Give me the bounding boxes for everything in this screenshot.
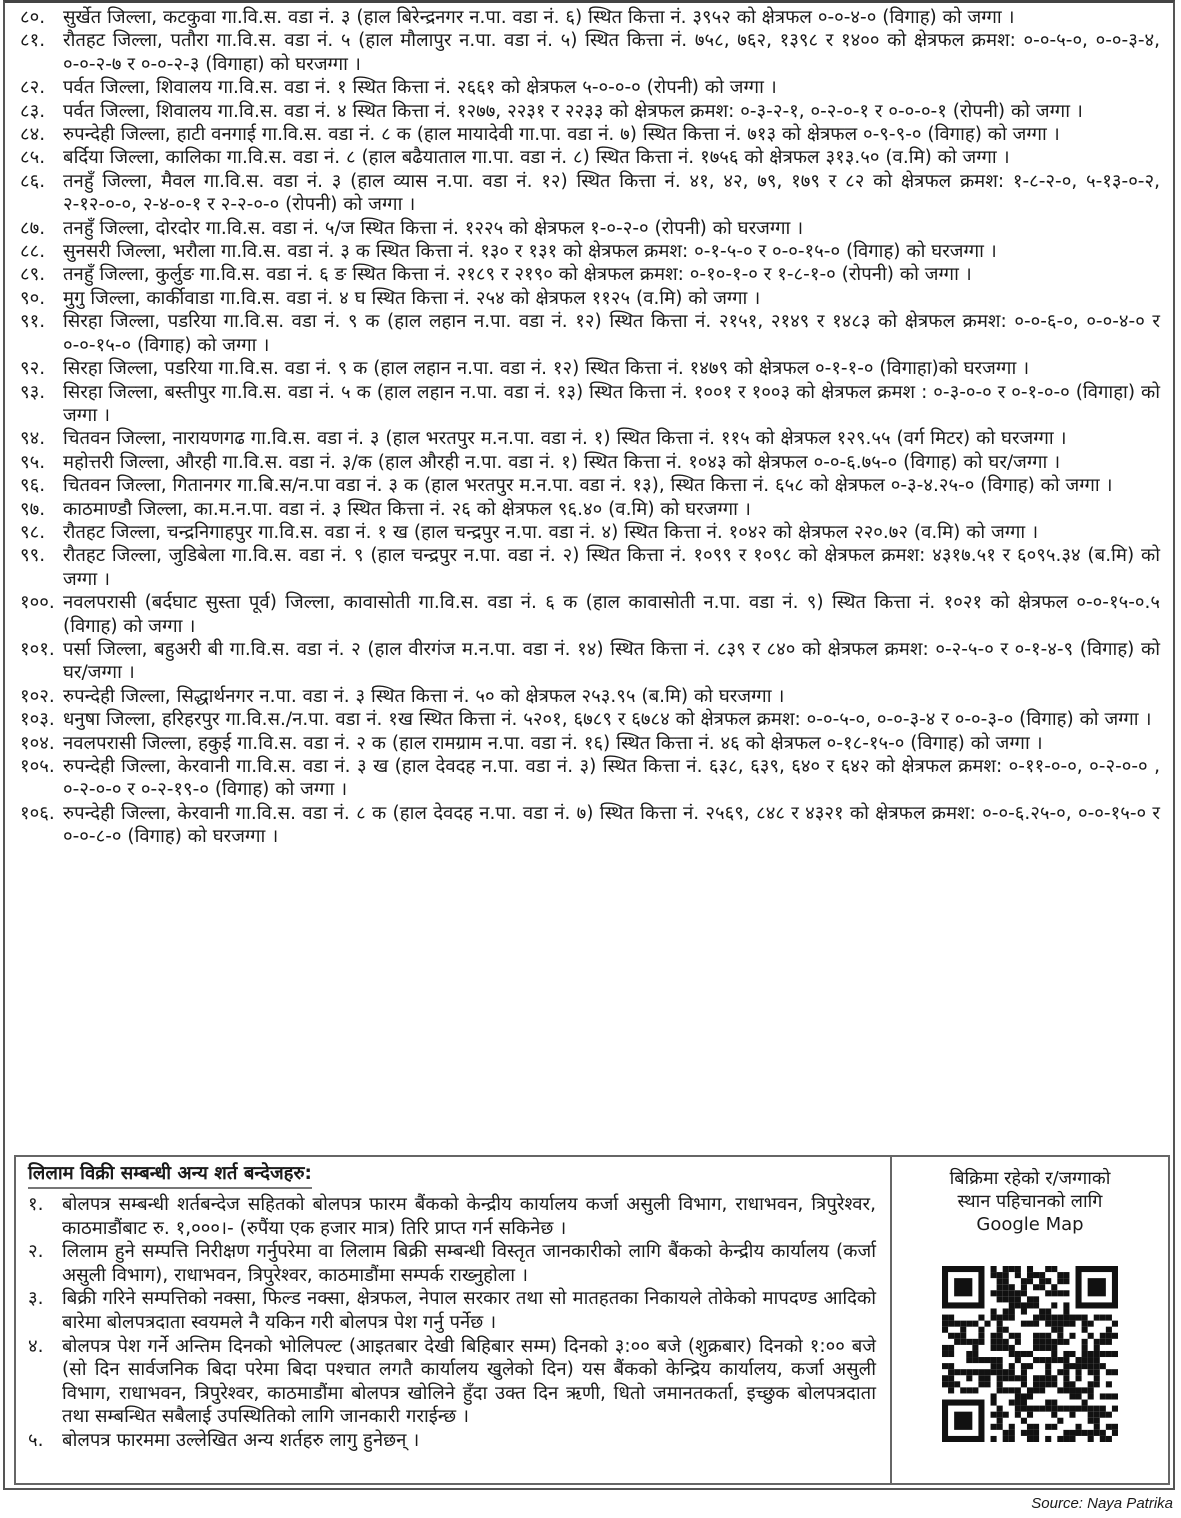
item-number: ९९.: [20, 545, 46, 567]
property-list-item: [20, 29, 1160, 76]
property-list-item: [20, 427, 1160, 450]
item-text: बोलपत्र पेश गर्ने अन्तिम दिनको भोलिपल्ट (आइतबार देखी बिहिबार सम्म) दिनको ३:०० बजे (शुक्रबार) दिनको १:०० बजे (सो दिन सार्वजनिक बिदा परेमा बिदा पश्चात लगतै कार्यालय खुलेको दिन) यस बैंकको केन्द्रिय कार्यालय, कर्जा असुली विभाग, राधाभवन, त्रिपुरेश्वर, काठमाडौंमा बोलपत्र खोलिने हुँदा उक्त दिन ऋणी, धितो जमानतकर्ता, इच्छुक बोलपत्रदाता तथा सम्बन्धित सबैलाई उपस्थितिको लागि जानकारी गराईन्छ ।: [62, 1335, 876, 1428]
item-number: ९८.: [20, 521, 46, 543]
item-text: पर्वत जिल्ला, शिवालय गा.वि.स. वडा नं. ४ स्थित कित्ता नं. १२७७, २२३१ र २२३३ को क्षेत्रफल क्रमश: ०-३-२-१, ०-२-०-१ र ०-०-०-१ (रोपनी) को जग्गा ।: [63, 100, 1083, 122]
property-list-item: [20, 240, 1160, 263]
item-text: सुनसरी जिल्ला, भरौला गा.वि.स. वडा नं. ३ क स्थित कित्ता नं. १३० र १३१ को क्षेत्रफल क्रमश: ०-१-५-० र ०-०-१५-० (विगाह) को घरजग्गा ।: [63, 241, 997, 263]
item-number: ९२.: [20, 358, 46, 380]
property-list-item: [20, 217, 1160, 240]
map-caption-line1: बिक्रिमा रहेको र/जग्गाको: [949, 1168, 1111, 1189]
item-text: रुपन्देही जिल्ला, सिद्धार्थनगर न.पा. वडा नं. ३ स्थित कित्ता नं. ५० को क्षेत्रफल २५३.९५ (ब.मि) को घरजग्गा ।: [63, 685, 785, 707]
item-text: मुगु जिल्ला, कार्कीवाडा गा.वि.स. वडा नं. ४ घ स्थित कित्ता नं. २५४ को क्षेत्रफल ११२५ (व.मि) को जग्गा ।: [63, 287, 761, 309]
property-list-item: [20, 802, 1160, 849]
item-number: ८३.: [20, 100, 46, 122]
property-list-item: [20, 498, 1160, 521]
item-text: रौतहट जिल्ला, जुडिबेला गा.वि.स. वडा नं. ९ (हाल चन्द्रपुर न.पा. वडा नं. २) स्थित कित्ता नं. १०९९ र १०९८ को क्षेत्रफल क्रमश: ४३१७.५१ र ६०९५.३४ (ब.मि) को जग्गा ।: [63, 545, 1160, 590]
property-list-item: [20, 287, 1160, 310]
property-list-item: [20, 100, 1160, 123]
item-text: रौतहट जिल्ला, पतौरा गा.वि.स. वडा नं. ५ (हाल मौलापुर न.पा. वडा नं. ५) स्थित कित्ता नं. ७५८, ७६२, १३९८ र १४०० को क्षेत्रफल क्रमश: ०-०-५-०, ०-०-३-४, ०-०-२-७ र ०-०-२-३ (विगाहा) को घरजग्गा ।: [63, 30, 1160, 75]
property-list-item: [20, 76, 1160, 99]
item-number: ९०.: [20, 287, 46, 309]
property-list-item: [20, 263, 1160, 286]
item-text: काठमाण्डौ जिल्ला, का.म.न.पा. वडा नं. ३ स्थित कित्ता नं. २६ को क्षेत्रफल ९६.४० (व.मि) को घरजग्गा ।: [63, 498, 751, 520]
item-number: १०३.: [20, 709, 55, 731]
property-list-item: [20, 170, 1160, 217]
item-text: सिरहा जिल्ला, पडरिया गा.वि.स. वडा नं. ९ क (हाल लहान न.पा. वडा नं. १२) स्थित कित्ता नं. १४७९ को क्षेत्रफल ०-१-१-० (विगाहा)को घरजग्गा ।: [63, 358, 1030, 380]
property-list-item: [20, 310, 1160, 357]
term-item: [28, 1429, 876, 1453]
item-text: रुपन्देही जिल्ला, हाटी वनगाई गा.वि.स. वडा नं. ८ क (हाल मायादेवी गा.पा. वडा नं. ७) स्थित कित्ता नं. ७१३ को क्षेत्रफल ०-९-९-० (विगाह) को जग्गा ।: [63, 124, 1060, 146]
item-number: ८८.: [20, 241, 46, 263]
item-number: २.: [28, 1241, 44, 1263]
property-list-item: [20, 123, 1160, 146]
term-item: [28, 1287, 876, 1334]
item-number: ८५.: [20, 147, 46, 169]
item-number: १०१.: [20, 638, 55, 660]
terms-title: लिलाम विक्री सम्बन्धी अन्य शर्त बन्देजहरु:: [28, 1163, 312, 1189]
item-text: नवलपरासी जिल्ला, हकुई गा.वि.स. वडा नं. २ क (हाल रामग्राम न.पा. वडा नं. १६) स्थित कित्ता नं. ४६ को क्षेत्रफल ०-१८-१५-० (विगाह) को जग्गा ।: [63, 732, 1043, 754]
item-text: चितवन जिल्ला, नारायणगढ गा.वि.स. वडा नं. ३ (हाल भरतपुर म.न.पा. वडा नं. १) स्थित कित्ता नं. ११५ को क्षेत्रफल १२९.५५ (वर्ग मिटर) को घरजग्गा ।: [63, 428, 1067, 450]
property-list-item: [20, 638, 1160, 685]
term-item: [28, 1240, 876, 1287]
item-text: नवलपरासी (बर्दघाट सुस्ता पूर्व) जिल्ला, कावासोती गा.वि.स. वडा नं. ६ क (हाल कावासोती न.पा. वडा नं. ९) स्थित कित्ता नं. १०२१ को क्षेत्रफल ०-०-१५-०.५ (विगाह) को जग्गा ।: [63, 592, 1160, 637]
property-list-item: [20, 357, 1160, 380]
property-list-item: [20, 708, 1160, 731]
item-number: १०४.: [20, 732, 55, 754]
item-number: ८१.: [20, 30, 46, 52]
property-list-item: [20, 6, 1160, 29]
item-number: ९३.: [20, 381, 46, 403]
item-number: ९५.: [20, 451, 46, 473]
item-text: लिलाम हुने सम्पत्ति निरीक्षण गर्नुपरेमा वा लिलाम बिक्री सम्बन्धी विस्तृत जानकारीको लागि बैंकको केन्द्रीय कार्यालय (कर्जा असुली विभाग), राधाभवन, त्रिपुरेश्वर, काठमाडौंमा सम्पर्क राख्नुहोला ।: [62, 1241, 876, 1286]
property-list-item: [20, 544, 1160, 591]
item-number: ८७.: [20, 217, 46, 239]
property-list-item: [20, 732, 1160, 755]
terms-box: [14, 1155, 1170, 1485]
item-number: १०२.: [20, 685, 55, 707]
item-text: महोत्तरी जिल्ला, औरही गा.वि.स. वडा नं. ३/क (हाल औरही न.पा. वडा नं. १) स्थित कित्ता नं. १०४३ को क्षेत्रफल ०-०-६.७५-० (विगाह) को घर/जग्गा ।: [63, 451, 1061, 473]
property-list-item: [20, 591, 1160, 638]
item-text: बिक्री गरिने सम्पत्तिको नक्सा, फिल्ड नक्सा, क्षेत्रफल, नेपाल सरकार तथा सो मातहतका निकायले तोकेको मापदण्ड आदिको बारेमा बोलपत्रदाता स्वयमले नै यकिन गरी बोलपत्र पेश गर्नु पर्नेछ ।: [62, 1288, 876, 1333]
item-text: रुपन्देही जिल्ला, केरवानी गा.वि.स. वडा नं. ३ ख (हाल देवदह न.पा. वडा नं. ३) स्थित कित्ता नं. ६३८, ६३९, ६४० र ६४२ को क्षेत्रफल क्रमश: ०-११-०-०, ०-२-०-० , ०-२-०-० र ०-२-१९-० (विगाह) को जग्गा ।: [63, 756, 1160, 801]
item-text: बोलपत्र सम्बन्धी शर्तबन्देज सहितको बोलपत्र फारम बैंकको केन्द्रीय कार्यालय कर्जा असुली विभाग, राधाभवन, त्रिपुरेश्वर, काठमाडौंबाट रु. १,०००।- (रुपैंया एक हजार मात्र) तिरि प्राप्त गर्न सकिनेछ ।: [62, 1194, 876, 1239]
auction-terms: [16, 1157, 892, 1483]
item-text: चितवन जिल्ला, गितानगर गा.बि.स/न.पा वडा नं. ३ क (हाल भरतपुर म.न.पा. वडा नं. १३), स्थित कित्ता नं. ६५८ को क्षेत्रफल ०-३-४.२५-० (विगाह) को जग्गा ।: [63, 475, 1113, 497]
item-text: रुपन्देही जिल्ला, केरवानी गा.वि.स. वडा नं. ८ क (हाल देवदह न.पा. वडा नं. ७) स्थित कित्ता नं. २५६९, ८४८ र ४३२१ को क्षेत्रफल क्रमश: ०-०-६.२५-०, ०-०-१५-० र ०-०-८-० (विगाह) को घरजग्गा ।: [63, 802, 1160, 848]
item-number: ८२.: [20, 77, 46, 99]
map-caption-line2: स्थान पहिचानको लागि: [957, 1191, 1103, 1212]
item-text: तनहुँ जिल्ला, दोरदोर गा.वि.स. वडा नं. ५/ज स्थित कित्ता नं. १२२५ को क्षेत्रफल १-०-२-० (रोपनी) को घरजग्गा ।: [63, 217, 804, 239]
item-number: १०६.: [20, 802, 55, 824]
item-number: ८६.: [20, 170, 46, 192]
item-number: ८९.: [20, 264, 46, 286]
source-credit: Source: Naya Patrika: [1031, 1495, 1173, 1512]
item-number: ९७.: [20, 498, 46, 520]
property-list-item: [20, 685, 1160, 708]
item-text: रौतहट जिल्ला, चन्द्रनिगाहपुर गा.वि.स. वडा नं. १ ख (हाल चन्द्रपुर न.पा. वडा नं. ४) स्थित कित्ता नं. १०४२ को क्षेत्रफल २२०.७२ (व.मि) को जग्गा ।: [63, 521, 1039, 543]
item-text: बोलपत्र फारममा उल्लेखित अन्य शर्तहरु लागु हुनेछन् ।: [62, 1429, 420, 1451]
item-number: ९१.: [20, 311, 46, 333]
property-list-item: [20, 521, 1160, 544]
term-item: [28, 1193, 876, 1240]
item-text: पर्सा जिल्ला, बहुअरी बी गा.वि.स. वडा नं. २ (हाल वीरगंज म.न.पा. वडा नं. १४) स्थित कित्ता नं. ८३९ र ८४० को क्षेत्रफल क्रमश: ०-२-५-० र ०-१-४-९ (विगाह) को घर/जग्गा ।: [63, 638, 1160, 684]
item-text: धनुषा जिल्ला, हरिहरपुर गा.वि.स./न.पा. वडा नं. १ख स्थित कित्ता नं. ५२०१, ६७८९ र ६७८४ को क्षेत्रफल क्रमश: ०-०-५-०, ०-०-३-४ र ०-०-३-० (विगाह) को जग्गा ।: [63, 709, 1152, 731]
property-list-item: [20, 146, 1160, 169]
item-text: बर्दिया जिल्ला, कालिका गा.वि.स. वडा नं. ८ (हाल बढैयाताल गा.पा. वडा नं. ८) स्थित कित्ता नं. १७५६ को क्षेत्रफल ३१३.५० (व.मि) को जग्गा ।: [63, 147, 1010, 169]
qr-code-icon[interactable]: [942, 1266, 1118, 1442]
item-number: ३.: [28, 1288, 44, 1310]
term-item: [28, 1335, 876, 1429]
property-list-item: [20, 451, 1160, 474]
item-number: ५.: [28, 1429, 44, 1451]
property-list-item: [20, 474, 1160, 497]
item-text: सिरहा जिल्ला, बस्तीपुर गा.वि.स. वडा नं. ५ क (हाल लहान न.पा. वडा नं. १३) स्थित कित्ता नं. १००१ र १००३ को क्षेत्रफल क्रमश : ०-३-०-० र ०-१-०-० (विगाहा) को जग्गा ।: [63, 381, 1160, 426]
property-list-item: [20, 755, 1160, 802]
property-list-item: [20, 381, 1160, 428]
item-text: सिरहा जिल्ला, पडरिया गा.वि.स. वडा नं. ९ क (हाल लहान न.पा. वडा नं. १२) स्थित कित्ता नं. २१५१, २१४९ र १४८३ को क्षेत्रफल क्रमश: ०-०-६-०, ०-०-४-० र ०-०-१५-० (विगाह) को जग्गा ।: [63, 311, 1160, 356]
item-number: ८४.: [20, 124, 46, 146]
item-text: तनहुँ जिल्ला, कुर्लुङ गा.वि.स. वडा नं. ६ ङ स्थित कित्ता नं. २१८९ र २१९० को क्षेत्रफल क्रमश: ०-१०-१-० र १-८-१-० (रोपनी) को जग्गा ।: [63, 264, 972, 286]
item-number: ९४.: [20, 428, 46, 450]
map-caption-line3: Google Map: [976, 1214, 1084, 1235]
item-text: पर्वत जिल्ला, शिवालय गा.वि.स. वडा नं. १ स्थित कित्ता नं. २६६१ को क्षेत्रफल ५-०-०-० (रोपनी) को जग्गा ।: [63, 77, 777, 99]
item-number: १०५.: [20, 756, 55, 777]
item-number: १००.: [20, 592, 55, 614]
item-text: तनहुँ जिल्ला, मैवल गा.वि.स. वडा नं. ३ (हाल व्यास न.पा. वडा नं. १२) स्थित कित्ता नं. ४१, ४२, ७९, १७९ र ८२ को क्षेत्रफल क्रमश: १-८-२-०, ५-१३-०-२, २-१२-०-०, २-४-०-१ र २-२-०-० (रोपनी) को जग्गा ।: [63, 170, 1160, 216]
item-text: सुर्खेत जिल्ला, कटकुवा गा.वि.स. वडा नं. ३ (हाल बिरेन्द्रनगर न.पा. वडा नं. ६) स्थित कित्ता नं. ३९५२ को क्षेत्रफल ०-०-४-० (विगाह) को जग्गा ।: [63, 7, 1015, 28]
property-list: [20, 6, 1160, 849]
item-number: १.: [28, 1194, 44, 1215]
item-number: ४.: [28, 1335, 44, 1357]
item-number: ९६.: [20, 475, 46, 497]
item-number: ८०.: [20, 7, 46, 28]
google-map-panel: [892, 1157, 1168, 1483]
